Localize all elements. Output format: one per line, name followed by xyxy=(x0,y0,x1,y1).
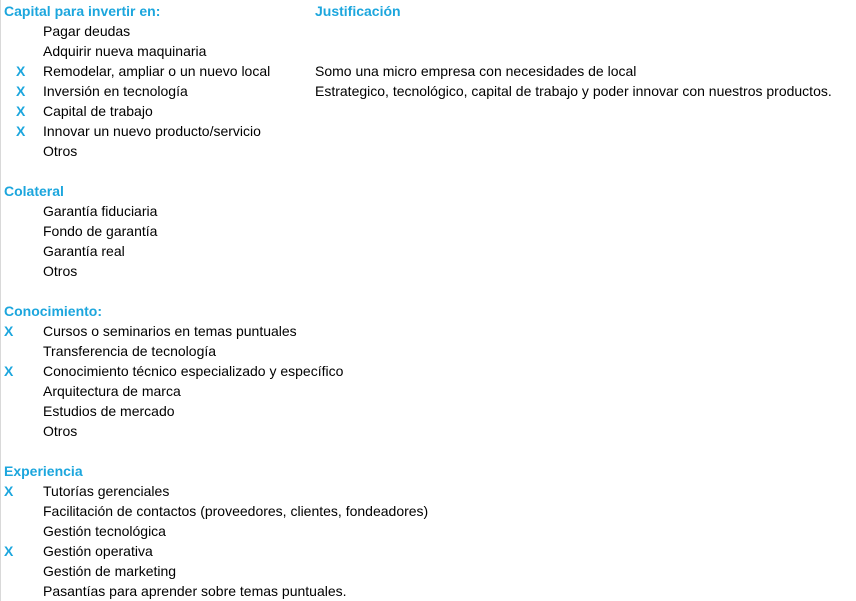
conocimiento-item-row xyxy=(0,421,856,441)
colateral-item-label: Garantía fiduciaria xyxy=(43,203,158,219)
experiencia-item-row xyxy=(0,561,856,581)
conocimiento-item-row xyxy=(0,401,856,421)
capital-item-label: Capital de trabajo xyxy=(43,103,153,119)
experiencia-item-label: Gestión operativa xyxy=(43,543,153,559)
conocimiento-item-row xyxy=(0,321,856,341)
experiencia-header-row xyxy=(0,461,856,481)
colateral-header-row xyxy=(0,181,856,201)
conocimiento-item-label: Conocimiento técnico especializado y específico xyxy=(43,363,344,379)
selection-mark: X xyxy=(16,63,26,79)
experiencia-item-row xyxy=(0,581,856,601)
selection-mark: X xyxy=(4,363,14,379)
conocimiento-item-row xyxy=(0,361,856,381)
selection-mark: X xyxy=(16,103,26,119)
capital-item-row xyxy=(0,141,856,161)
conocimiento-item-label: Cursos o seminarios en temas puntuales xyxy=(43,323,297,339)
experiencia-item-label: Gestión de marketing xyxy=(43,563,177,579)
colateral-item-label: Garantía real xyxy=(43,243,125,259)
colateral-item-row xyxy=(0,241,856,261)
experiencia-item-row xyxy=(0,541,856,561)
experiencia-item-label: Tutorías gerenciales xyxy=(43,483,170,499)
conocimiento-item-label: Estudios de mercado xyxy=(43,403,175,419)
experiencia-item-label: Pasantías para aprender sobre temas puntuales. xyxy=(43,583,347,599)
colateral-title: Colateral xyxy=(4,183,64,199)
colateral-item-label: Otros xyxy=(43,263,78,279)
colateral-item-row xyxy=(0,221,856,241)
capital-item-justification: Estrategico, tecnológico, capital de trabajo y poder innovar con nuestros productos. xyxy=(315,83,832,99)
capital-item-row xyxy=(0,61,856,81)
capital-item-label: Pagar deudas xyxy=(43,23,131,39)
conocimiento-item-label: Otros xyxy=(43,423,78,439)
capital-item-row xyxy=(0,21,856,41)
selection-mark: X xyxy=(16,123,26,139)
conocimiento-item-row xyxy=(0,381,856,401)
conocimiento-header-row xyxy=(0,301,856,321)
experiencia-item-row xyxy=(0,501,856,521)
capital-header-row xyxy=(0,1,856,21)
capital-item-row xyxy=(0,81,856,101)
justification-title: Justificación xyxy=(315,3,401,19)
experiencia-item-row xyxy=(0,481,856,501)
capital-item-label: Otros xyxy=(43,143,78,159)
colateral-item-row xyxy=(0,261,856,281)
selection-mark: X xyxy=(4,323,14,339)
conocimiento-item-label: Arquitectura de marca xyxy=(43,383,181,399)
conocimiento-item-row xyxy=(0,341,856,361)
capital-item-row xyxy=(0,101,856,121)
capital-item-justification: Somo una micro empresa con necesidades de local xyxy=(315,63,637,79)
capital-item-label: Adquirir nueva maquinaria xyxy=(43,43,207,59)
capital-title: Capital para invertir en: xyxy=(4,3,161,19)
selection-mark: X xyxy=(16,83,26,99)
capital-item-row xyxy=(0,41,856,61)
conocimiento-item-label: Transferencia de tecnología xyxy=(43,343,217,359)
capital-item-label: Remodelar, ampliar o un nuevo local xyxy=(43,63,271,79)
experiencia-item-row xyxy=(0,521,856,541)
experiencia-item-label: Facilitación de contactos (proveedores, clientes, fondeadores) xyxy=(43,503,429,519)
experiencia-item-label: Gestión tecnológica xyxy=(43,523,166,539)
capital-item-label: Inversión en tecnología xyxy=(43,83,188,99)
selection-mark: X xyxy=(4,543,14,559)
conocimiento-title: Conocimiento: xyxy=(4,303,102,319)
selection-mark: X xyxy=(4,483,14,499)
colateral-item-label: Fondo de garantía xyxy=(43,223,158,239)
capital-item-label: Innovar un nuevo producto/servicio xyxy=(43,123,261,139)
experiencia-title: Experiencia xyxy=(4,463,83,479)
colateral-item-row xyxy=(0,201,856,221)
capital-item-row xyxy=(0,121,856,141)
